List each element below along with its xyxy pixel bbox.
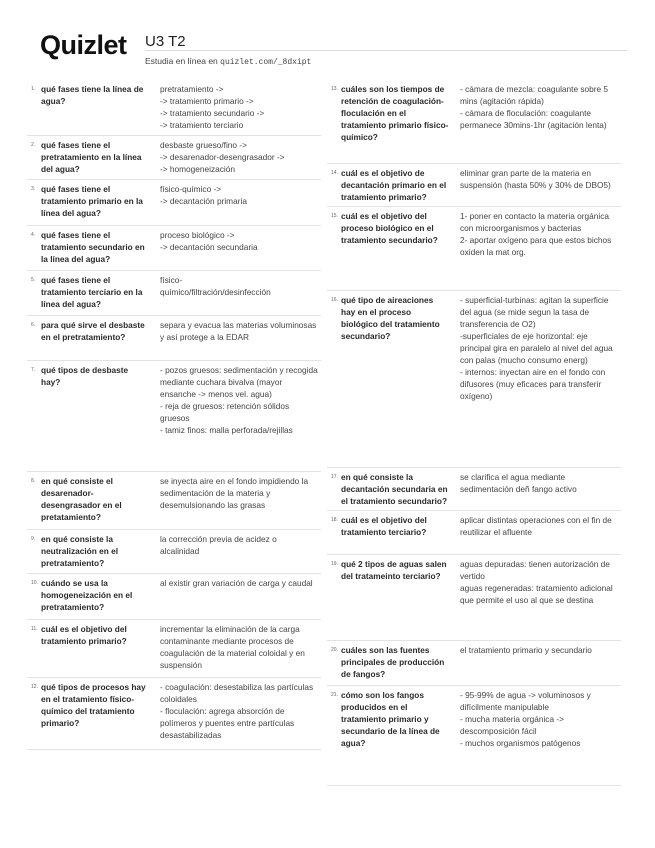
set-url: quizlet.com/_8dxipt	[220, 58, 312, 67]
card-row	[27, 530, 321, 574]
card-row	[327, 80, 621, 164]
card-row	[327, 207, 621, 291]
card-definition: la corrección previa de acidez o alcalinidad	[160, 534, 277, 556]
card-number: 14.	[331, 170, 338, 176]
card-definition: - 95-99% de agua -> voluminosos y difícilmente manipulable - mucha materia orgánica -> descomposición fácil - muchos organismos patógenos	[460, 690, 591, 748]
card-term: cuál es el objetivo del proceso biológico en el tratamiento secundario?	[341, 211, 438, 245]
card-row	[27, 361, 321, 472]
card-definition: - pozos gruesos: sedimentación y recogida mediante cuchara bivalva (mayor ensanche -> menos vel. agua) - reja de gruesos: retención sólidos gruesos - tamiz finos: malla perforada/rejillas	[160, 365, 318, 435]
card-term: en qué consiste la neutralización en el pretratamiento?	[41, 534, 118, 568]
card-definition: el tratamiento primario y secundario	[460, 645, 592, 655]
card-row	[27, 136, 321, 180]
card-number: 10.	[31, 580, 38, 586]
card-row	[27, 180, 321, 226]
card-definition: - superficial-turbinas: agitan la superficie del agua (se mide segun la tasa de transferencia de O2) -superficiales de eje horizontal: eje principal gira en paralelo al nivel del agua con palas (mucho consumo energ) - internos: inyectan aire en el fondo con difusores (muy eficaces para transferir oxígeno)	[460, 295, 613, 401]
card-definition: proceso biológico -> -> decantación secundaria	[160, 230, 258, 252]
header-divider	[145, 50, 627, 51]
card-number: 21.	[331, 692, 338, 698]
card-term: cuáles son los tiempos de retención de coagulación-floculación en el tratamiento primario físico-químico?	[341, 84, 449, 142]
card-term: cómo son los fangos producidos en el tratamiento primario y secundario de la línea de agua?	[341, 690, 440, 748]
card-row	[27, 226, 321, 271]
card-definition: 1- poner en contacto la materia orgánica con microorganismos y bacterias 2- aportar oxígeno para que estos bichos oxiden la mat org.	[460, 211, 612, 257]
card-term: cuál es el objetivo de decantación primario en el tratamiento primario?	[341, 168, 447, 202]
card-term: cuál es el objetivo del tratamiento terciario?	[341, 515, 427, 537]
card-number: 17.	[331, 474, 338, 480]
card-row	[27, 271, 321, 316]
page-header	[28, 18, 628, 70]
card-row	[327, 641, 621, 686]
card-number: 5.	[31, 277, 36, 283]
card-definition: aplicar distintas operaciones con el fin de reutilizar el afluente	[460, 515, 612, 537]
card-row	[327, 686, 621, 786]
card-number: 4.	[31, 232, 36, 238]
card-term: cuál es el objetivo del tratamiento primario?	[41, 624, 127, 646]
card-definition: físico- químico/filtración/desinfección	[160, 275, 271, 297]
card-row	[27, 316, 321, 361]
card-definition: eliminar gran parte de la materia en suspensión (hasta 50% y 30% de DBO5)	[460, 168, 611, 190]
subtitle-prefix: Estudia en línea en	[145, 56, 221, 66]
card-row	[327, 164, 621, 207]
card-definition: se inyecta aire en el fondo impidiendo la sedimentación de la materia y desemulsionando las grasas	[160, 476, 309, 510]
card-term: para qué sirve el desbaste en el pretratamiento?	[41, 320, 145, 342]
card-row	[327, 511, 621, 555]
card-definition: incrementar la eliminación de la carga contaminante mediante procesos de coagulación de la material coloidal y en suspensión	[160, 624, 305, 670]
card-term: qué 2 tipos de aguas salen del tratameinto terciario?	[341, 559, 447, 581]
card-number: 3.	[31, 186, 36, 192]
card-definition: se clarifica el agua mediante sedimentación deñ fango activo	[460, 472, 577, 494]
card-term: en qué consiste la decantación secundaria en el tratamiento secundario?	[341, 472, 448, 506]
card-term: qué tipos de desbaste hay?	[41, 365, 129, 387]
card-number: 9.	[31, 536, 36, 542]
card-term: qué fases tiene el tratamiento terciario en la línea del agua?	[41, 275, 143, 309]
card-term: qué fases tiene el tratamiento secundario en la línea del agua?	[41, 230, 145, 264]
card-definition: separa y evacua las materias voluminosas y así protege a la EDAR	[160, 320, 317, 342]
card-definition: físico-químico -> -> decantación primaria	[160, 184, 247, 206]
card-number: 19.	[331, 561, 338, 567]
card-number: 16.	[331, 297, 338, 303]
card-definition: aguas depuradas: tienen autorización de vertido aguas regeneradas: tratamiento adicional que permite el uso al que se destina	[460, 559, 613, 605]
card-definition: - cámara de mezcla: coagulante sobre 5 mins (agitación rápida) - cámara de floculación: coagulante permanece 30mins-1hr (agitación lenta)	[460, 84, 609, 130]
card-term: cuándo se usa la homogeneización en el pretratamiento?	[41, 578, 133, 612]
card-term: qué tipos de procesos hay en el tratamiento físico-químico del tratamiento primario?	[41, 682, 146, 728]
card-definition: pretratamiento -> -> tratamiento primario -> -> tratamiento secundario -> -> tratamiento terciario	[160, 84, 265, 130]
card-row	[327, 468, 621, 511]
right-column	[327, 80, 621, 786]
card-number: 13.	[331, 86, 338, 92]
card-row	[327, 291, 621, 468]
card-term: en qué consiste el desarenador-desengrasador en el pretatamiento?	[41, 476, 122, 522]
card-number: 2.	[31, 142, 36, 148]
card-row	[27, 80, 321, 136]
card-term: qué fases tiene el pretratamiento en la línea del agua?	[41, 140, 142, 174]
card-number: 6.	[31, 322, 36, 328]
card-number: 7.	[31, 367, 36, 373]
left-column	[27, 80, 321, 750]
card-number: 1.	[31, 86, 36, 92]
card-term: qué tipo de aireaciones hay en el proceso biológico del tratamiento secundario?	[341, 295, 440, 341]
study-online-text	[145, 56, 311, 67]
quizlet-logo: Quizlet	[40, 30, 127, 60]
card-row	[27, 620, 321, 678]
card-term: qué fases tiene la línea de agua?	[41, 84, 144, 106]
card-definition: - coagulación: desestabiliza las partículas coloidales - floculación: agrega absorción de polímeros y puentes entre partículas desastabilizadas	[160, 682, 314, 740]
set-title: U3 T2	[145, 33, 186, 50]
card-number: 11.	[31, 626, 38, 632]
card-definition: al existir gran variación de carga y caudal	[160, 578, 313, 588]
card-term: cuáles son las fuentes principales de producción de fangos?	[341, 645, 445, 679]
card-number: 12.	[31, 684, 38, 690]
card-row	[27, 678, 321, 750]
card-number: 8.	[31, 478, 36, 484]
card-number: 18.	[331, 517, 338, 523]
card-row	[327, 555, 621, 641]
card-number: 15.	[331, 213, 338, 219]
card-definition: desbaste grueso/fino -> -> desarenador-desengrasador -> -> homogeneización	[160, 140, 285, 174]
card-row	[27, 574, 321, 620]
card-term: qué fases tiene el tratamiento primario en la línea del agua?	[41, 184, 143, 218]
card-row	[27, 472, 321, 530]
card-number: 20.	[331, 647, 338, 653]
